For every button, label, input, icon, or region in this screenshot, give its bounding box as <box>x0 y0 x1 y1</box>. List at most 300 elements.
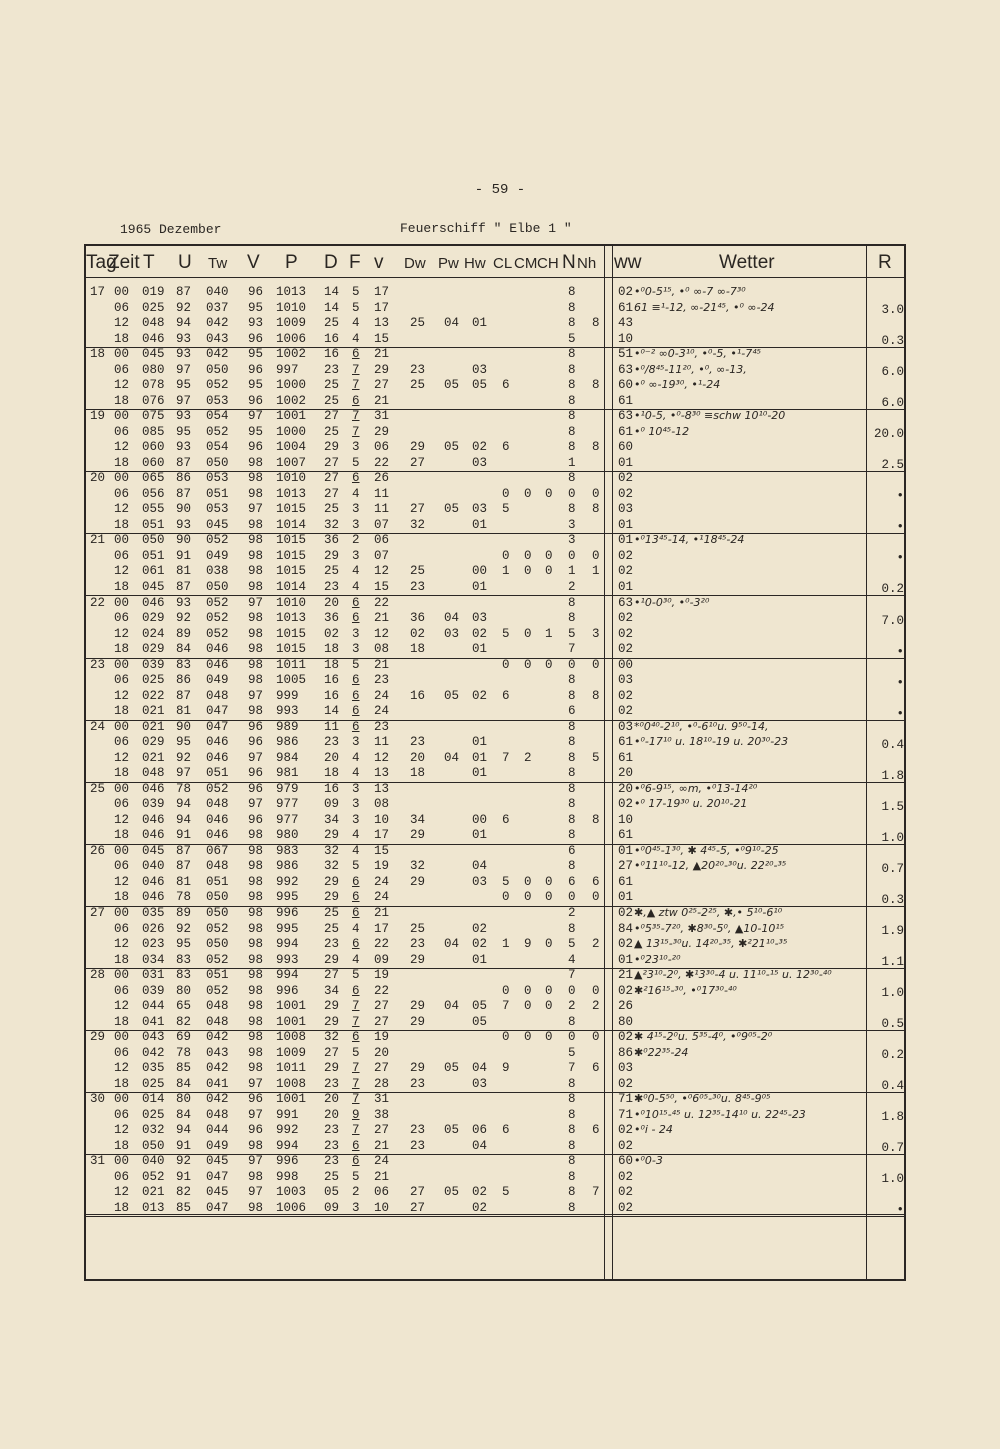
col-header-hw: Hw <box>464 255 486 272</box>
cell-cm: 0 <box>524 983 532 998</box>
cell-cl: 6 <box>502 1123 510 1138</box>
cell-vv: 24 <box>374 874 390 889</box>
col-header-ww: ww <box>614 252 642 273</box>
col-header-wetter: Wetter <box>719 252 775 273</box>
cell-zeit: 06 <box>114 486 130 501</box>
cell-d: 16 <box>324 781 340 796</box>
cell-hw: 01 <box>472 642 488 656</box>
cell-cl: 7 <box>502 999 510 1014</box>
cell-vv: 11 <box>374 486 390 501</box>
cell-n: 8 <box>568 440 576 455</box>
cell-tw: 045 <box>206 1185 229 1200</box>
cell-u: 93 <box>176 440 192 455</box>
cell-d: 29 <box>324 828 340 843</box>
cell-pw: 05 <box>444 1061 460 1076</box>
cell-u: 82 <box>176 1014 192 1029</box>
cell-dw: 18 <box>410 642 426 656</box>
cell-ww: 01 <box>618 890 634 905</box>
cell-u: 89 <box>176 906 192 920</box>
cell-d: 05 <box>324 1185 340 1200</box>
cell-ww: 43 <box>618 316 634 330</box>
cell-u: 82 <box>176 1185 192 1200</box>
cell-n: 6 <box>568 843 576 858</box>
cell-n: 8 <box>568 859 576 874</box>
cell-tw: 045 <box>206 1154 229 1169</box>
col-header-t: T <box>143 252 155 273</box>
cell-cl: 5 <box>502 1185 510 1200</box>
cell-hw: 03 <box>472 611 488 625</box>
table-row <box>84 953 906 968</box>
weather-remark: •⁰ ∞-19³⁰, •¹-24 <box>634 378 721 392</box>
cell-p: 1001 <box>276 409 307 424</box>
cell-zeit: 12 <box>114 626 130 641</box>
cell-v: 98 <box>248 1030 264 1045</box>
cell-tag: 18 <box>90 347 106 362</box>
header-rule <box>84 277 906 278</box>
cell-v: 97 <box>248 1076 264 1091</box>
col-header-p: P <box>285 252 298 273</box>
cell-u: 91 <box>176 548 192 563</box>
cell-vv: 22 <box>374 983 390 998</box>
cell-zeit: 12 <box>114 440 130 455</box>
cell-n: 8 <box>568 1200 576 1215</box>
cell-cl: 6 <box>502 688 510 703</box>
cell-n: 8 <box>568 673 576 688</box>
cell-f: 3 <box>352 440 360 455</box>
cell-v: 96 <box>248 440 264 455</box>
cell-v: 97 <box>248 409 264 424</box>
cell-tw: 052 <box>206 595 229 610</box>
weather-remark: ▲ 13¹⁵-³⁰u. 14²⁰-³⁵, ✱²21¹⁰-³⁵ <box>634 937 788 950</box>
cell-f: 2 <box>352 1185 360 1200</box>
col-header-v: V <box>247 252 260 273</box>
cell-dw: 27 <box>410 455 426 470</box>
cell-nh: 0 <box>592 983 600 998</box>
cell-t: 023 <box>142 937 165 951</box>
cell-ww: 21 <box>618 968 634 983</box>
precip-value: 1.9 <box>881 924 904 938</box>
cell-n: 8 <box>568 1092 576 1107</box>
cell-v: 97 <box>248 797 264 812</box>
cell-ww: 63 <box>618 409 634 424</box>
table-row <box>84 1077 906 1092</box>
precip-value: • <box>896 489 904 504</box>
cell-ww: 03 <box>618 502 634 517</box>
cell-zeit: 06 <box>114 983 130 998</box>
cell-nh: 8 <box>592 316 600 330</box>
table-row <box>84 704 906 719</box>
cell-u: 78 <box>176 781 192 796</box>
cell-dw: 27 <box>410 1200 426 1215</box>
cell-tw: 050 <box>206 906 229 920</box>
cell-dw: 25 <box>410 378 426 393</box>
col-header-d: D <box>324 252 338 273</box>
cell-n: 2 <box>568 906 576 920</box>
cell-t: 046 <box>142 812 165 827</box>
cell-t: 025 <box>142 1107 165 1122</box>
cell-dw: 02 <box>410 626 426 641</box>
cell-cl: 5 <box>502 626 510 641</box>
cell-ww: 02 <box>618 704 634 719</box>
cell-vv: 15 <box>374 579 390 594</box>
cell-d: 20 <box>324 595 340 610</box>
cell-tw: 054 <box>206 409 229 424</box>
table-row <box>84 456 906 471</box>
cell-hw: 01 <box>472 517 488 532</box>
cell-n: 8 <box>568 828 576 843</box>
cell-f: 4 <box>352 766 360 781</box>
cell-f: 4 <box>352 564 360 579</box>
cell-v: 98 <box>248 657 264 672</box>
cell-ch: 0 <box>545 548 553 563</box>
cell-t: 046 <box>142 595 165 610</box>
table-row <box>84 285 906 300</box>
cell-p: 989 <box>276 719 299 734</box>
table-row <box>84 766 906 781</box>
cell-u: 94 <box>176 316 192 330</box>
cell-n: 8 <box>568 285 576 299</box>
cell-tw: 043 <box>206 331 229 346</box>
cell-n: 8 <box>568 1076 576 1091</box>
cell-nh: 0 <box>592 890 600 905</box>
cell-hw: 05 <box>472 378 488 393</box>
cell-p: 986 <box>276 735 299 750</box>
cell-pw: 05 <box>444 378 460 393</box>
cell-p: 1015 <box>276 626 307 641</box>
cell-ww: 80 <box>618 1014 634 1029</box>
cell-vv: 17 <box>374 921 390 936</box>
cell-n: 1 <box>568 564 576 579</box>
cell-vv: 15 <box>374 331 390 346</box>
cell-v: 97 <box>248 688 264 703</box>
cell-n: 8 <box>568 688 576 703</box>
cell-u: 81 <box>176 564 192 579</box>
cell-d: 14 <box>324 300 340 315</box>
cell-v: 97 <box>248 595 264 610</box>
cell-v: 96 <box>248 331 264 346</box>
cell-zeit: 18 <box>114 952 130 967</box>
cell-t: 045 <box>142 347 165 362</box>
cell-f: 4 <box>352 952 360 967</box>
cell-dw: 25 <box>410 921 426 936</box>
cell-d: 34 <box>324 983 340 998</box>
table-row <box>84 611 906 626</box>
cell-tw: 048 <box>206 999 229 1014</box>
cell-ch: 0 <box>545 999 553 1014</box>
cell-p: 996 <box>276 906 299 920</box>
cell-dw: 25 <box>410 316 426 330</box>
precip-value: 3.0 <box>881 303 904 317</box>
cell-u: 95 <box>176 378 192 393</box>
cell-nh: 0 <box>592 1030 600 1045</box>
cell-p: 1007 <box>276 455 307 470</box>
cell-t: 048 <box>142 316 165 330</box>
cell-d: 32 <box>324 843 340 858</box>
cell-p: 995 <box>276 890 299 905</box>
table-row <box>84 533 906 548</box>
cell-v: 98 <box>248 1014 264 1029</box>
cell-f: 6 <box>352 471 360 486</box>
table-row <box>84 1123 906 1138</box>
cell-f: 6 <box>352 1030 360 1045</box>
cell-u: 80 <box>176 1092 192 1107</box>
cell-v: 96 <box>248 1123 264 1138</box>
cell-f: 6 <box>352 719 360 734</box>
cell-nh: 8 <box>592 502 600 517</box>
cell-ww: 01 <box>618 533 634 548</box>
cell-zeit: 18 <box>114 331 130 346</box>
cell-p: 1000 <box>276 378 307 393</box>
cell-ww: 02 <box>618 611 634 625</box>
cell-d: 16 <box>324 673 340 688</box>
cell-n: 7 <box>568 968 576 983</box>
cell-tw: 038 <box>206 564 229 579</box>
cell-u: 87 <box>176 859 192 874</box>
cell-vv: 10 <box>374 1200 390 1215</box>
cell-v: 98 <box>248 1045 264 1060</box>
cell-d: 27 <box>324 486 340 501</box>
cell-tw: 052 <box>206 611 229 625</box>
cell-t: 021 <box>142 704 165 719</box>
cell-vv: 23 <box>374 673 390 688</box>
cell-zeit: 00 <box>114 781 130 796</box>
cell-u: 78 <box>176 1045 192 1060</box>
cell-zeit: 12 <box>114 874 130 889</box>
cell-t: 075 <box>142 409 165 424</box>
cell-hw: 01 <box>472 766 488 781</box>
cell-p: 994 <box>276 1138 299 1153</box>
cell-t: 060 <box>142 455 165 470</box>
cell-hw: 04 <box>472 1138 488 1153</box>
cell-zeit: 18 <box>114 579 130 594</box>
cell-p: 983 <box>276 843 299 858</box>
cell-p: 1014 <box>276 579 307 594</box>
precip-value: • <box>896 1203 904 1218</box>
cell-u: 83 <box>176 952 192 967</box>
cell-ww: 02 <box>618 937 634 951</box>
cell-v: 96 <box>248 1092 264 1107</box>
cell-ww: 03 <box>618 1061 634 1076</box>
cell-u: 93 <box>176 409 192 424</box>
precip-value: 0.7 <box>881 1141 904 1156</box>
table-row <box>84 301 906 316</box>
cell-v: 98 <box>248 548 264 563</box>
cell-tw: 051 <box>206 968 229 983</box>
cell-n: 8 <box>568 797 576 812</box>
cell-v: 98 <box>248 1138 264 1153</box>
cell-tw: 049 <box>206 1138 229 1153</box>
cell-t: 050 <box>142 533 165 548</box>
table-row <box>84 689 906 704</box>
cell-vv: 11 <box>374 502 390 517</box>
cell-tw: 042 <box>206 1030 229 1045</box>
cell-f: 4 <box>352 331 360 346</box>
precip-value: 0.2 <box>881 582 904 597</box>
cell-v: 95 <box>248 378 264 393</box>
cell-f: 6 <box>352 874 360 889</box>
cell-u: 87 <box>176 486 192 501</box>
cell-t: 046 <box>142 890 165 905</box>
cell-ww: 61 <box>618 300 634 315</box>
cell-zeit: 12 <box>114 564 130 579</box>
table-row <box>84 984 906 999</box>
cell-d: 36 <box>324 611 340 625</box>
cell-ww: 00 <box>618 657 634 672</box>
cell-p: 979 <box>276 781 299 796</box>
precip-value: 1.1 <box>881 955 904 969</box>
cell-f: 6 <box>352 1154 360 1169</box>
cell-n: 5 <box>568 626 576 641</box>
cell-u: 92 <box>176 611 192 625</box>
cell-p: 1006 <box>276 331 307 346</box>
col-header-u: U <box>178 252 192 273</box>
cell-d: 27 <box>324 1045 340 1060</box>
cell-vv: 24 <box>374 688 390 703</box>
cell-v: 98 <box>248 642 264 656</box>
table-row <box>84 673 906 688</box>
weather-remark: •¹0-0³⁰, •⁰-3²⁰ <box>634 595 710 609</box>
table-row <box>84 518 906 533</box>
cell-u: 94 <box>176 1123 192 1138</box>
table-row <box>84 1154 906 1169</box>
table-row <box>84 378 906 393</box>
cell-cl: 0 <box>502 983 510 998</box>
cell-tw: 048 <box>206 688 229 703</box>
cell-v: 98 <box>248 968 264 983</box>
cell-n: 2 <box>568 999 576 1014</box>
cell-vv: 12 <box>374 564 390 579</box>
cell-v: 98 <box>248 1200 264 1215</box>
cell-p: 996 <box>276 983 299 998</box>
cell-ch: 0 <box>545 937 553 951</box>
cell-hw: 02 <box>472 1185 488 1200</box>
cell-f: 3 <box>352 797 360 812</box>
cell-hw: 01 <box>472 579 488 594</box>
cell-dw: 18 <box>410 766 426 781</box>
cell-f: 5 <box>352 859 360 874</box>
cell-nh: 3 <box>592 626 600 641</box>
weather-remark: ✱⁰0-5⁵⁰, •⁰6⁰⁵-³⁰u. 8⁴⁵-9⁰⁵ <box>634 1092 771 1106</box>
cell-t: 055 <box>142 502 165 517</box>
cell-f: 7 <box>352 409 360 424</box>
col-header-cm: CM <box>514 255 538 272</box>
cell-cl: 1 <box>502 937 510 951</box>
table-row <box>84 394 906 409</box>
cell-hw: 02 <box>472 921 488 936</box>
cell-p: 1013 <box>276 611 307 625</box>
cell-cl: 5 <box>502 502 510 517</box>
cell-tag: 20 <box>90 471 106 486</box>
table-row <box>84 1015 906 1030</box>
cell-dw: 32 <box>410 859 426 874</box>
cell-f: 7 <box>352 999 360 1014</box>
cell-ww: 10 <box>618 812 634 827</box>
cell-zeit: 18 <box>114 890 130 905</box>
cell-v: 93 <box>248 316 264 330</box>
cell-d: 32 <box>324 859 340 874</box>
cell-ww: 71 <box>618 1092 634 1107</box>
cell-n: 3 <box>568 533 576 548</box>
cell-zeit: 12 <box>114 1123 130 1138</box>
cell-d: 23 <box>324 1076 340 1091</box>
cell-t: 021 <box>142 750 165 765</box>
col-header-pw: Pw <box>438 255 459 272</box>
cell-f: 3 <box>352 735 360 750</box>
cell-u: 95 <box>176 424 192 439</box>
cell-zeit: 00 <box>114 719 130 734</box>
cell-ww: 02 <box>618 626 634 641</box>
cell-n: 8 <box>568 1154 576 1169</box>
precip-value: 1.0 <box>881 1172 904 1187</box>
cell-f: 3 <box>352 517 360 532</box>
cell-tw: 044 <box>206 1123 229 1138</box>
cell-t: 050 <box>142 1138 165 1153</box>
cell-vv: 29 <box>374 362 390 377</box>
cell-n: 8 <box>568 1138 576 1153</box>
cell-t: 085 <box>142 424 165 439</box>
cell-vv: 23 <box>374 719 390 734</box>
cell-p: 1008 <box>276 1076 307 1091</box>
cell-p: 977 <box>276 812 299 827</box>
cell-u: 87 <box>176 285 192 299</box>
cell-p: 991 <box>276 1107 299 1122</box>
cell-u: 87 <box>176 843 192 858</box>
cell-ww: 26 <box>618 999 634 1014</box>
weather-remark: •¹0-5, •⁰-8³⁰ ≡schw 10¹⁰-20 <box>634 409 786 423</box>
cell-v: 98 <box>248 455 264 470</box>
cell-n: 8 <box>568 921 576 936</box>
cell-p: 1009 <box>276 316 307 330</box>
cell-p: 1002 <box>276 347 307 362</box>
cell-zeit: 12 <box>114 1185 130 1200</box>
cell-pw: 05 <box>444 688 460 703</box>
cell-t: 052 <box>142 1169 165 1184</box>
cell-tag: 25 <box>90 781 106 796</box>
cell-v: 98 <box>248 921 264 936</box>
cell-p: 994 <box>276 968 299 983</box>
table-row <box>84 580 906 595</box>
cell-hw: 02 <box>472 626 488 641</box>
cell-tw: 041 <box>206 1076 229 1091</box>
cell-dw: 36 <box>410 611 426 625</box>
cell-n: 8 <box>568 1123 576 1138</box>
cell-zeit: 06 <box>114 1107 130 1122</box>
cell-tw: 067 <box>206 843 229 858</box>
table-row <box>84 502 906 517</box>
cell-f: 6 <box>352 704 360 719</box>
cell-ch: 0 <box>545 983 553 998</box>
cell-n: 0 <box>568 1030 576 1045</box>
cell-zeit: 18 <box>114 642 130 656</box>
cell-n: 8 <box>568 735 576 750</box>
col-header-r: R <box>878 252 892 273</box>
cell-p: 994 <box>276 937 299 951</box>
table-row <box>84 347 906 362</box>
cell-ww: 03 <box>618 673 634 688</box>
cell-p: 1001 <box>276 1092 307 1107</box>
cell-f: 7 <box>352 1076 360 1091</box>
cell-hw: 03 <box>472 455 488 470</box>
cell-cl: 0 <box>502 486 510 501</box>
cell-tw: 049 <box>206 548 229 563</box>
cell-d: 29 <box>324 874 340 889</box>
cell-ww: 03 <box>618 719 634 734</box>
cell-tw: 053 <box>206 393 229 408</box>
cell-n: 8 <box>568 1169 576 1184</box>
cell-u: 91 <box>176 1138 192 1153</box>
cell-t: 025 <box>142 1076 165 1091</box>
cell-tw: 051 <box>206 874 229 889</box>
